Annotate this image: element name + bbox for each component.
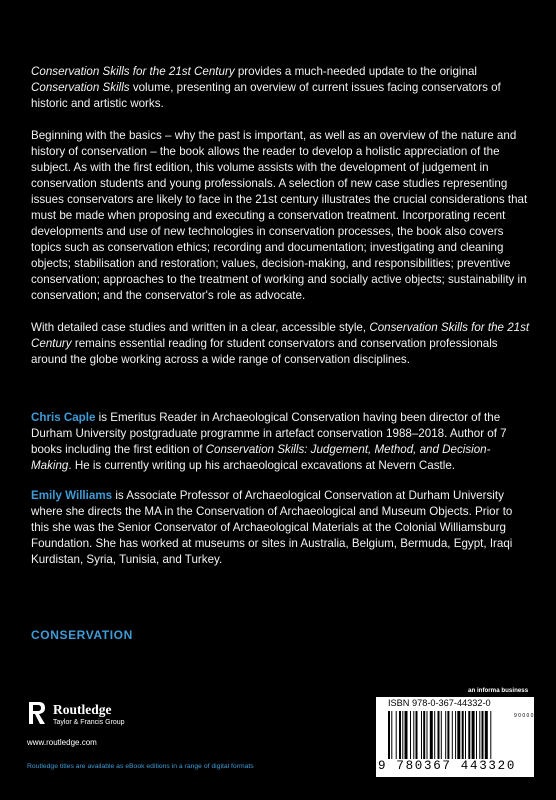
routledge-logo-icon <box>27 700 47 726</box>
publisher-block <box>27 700 177 750</box>
back-cover-text <box>31 64 531 582</box>
barcode-panel <box>376 697 534 777</box>
blurb-paragraph-2: Beginning with the basics – why the past is important, as well as an overview of the nature and history of conservation – the book allows the reader to develop a holistic appreciation of the subject. As with the first edition, this volume assists with the development of judgement in conservation students and young professionals. A selection of new case studies representing issues conservators are likely to face in the 21st century illustrates the crucial considerations that must be made when proposing and executing a conservation treatment. Incorporating recent developments and use of new technologies in conservation processes, the book also covers topics such as conservation ethics; recording and documentation; investigating and cleaning objects; stabilisation and restoration; values, decision-making, and responsibilities; preventive conservation; approaches to the treatment of working and socially active objects; sustainability in conservation; and the conservator's role as advocate. <box>31 129 528 302</box>
publisher-url[interactable]: www.routledge.com <box>27 738 97 747</box>
blurb-paragraph-1: Conservation Skills for the 21st Century provides a much-needed update to the original Conservation Skills volume, presenting an overview of current issues facing conservators of historic and artistic works. <box>31 65 501 110</box>
barcode-icon <box>388 711 522 759</box>
barcode-addon: 9 0 0 0 0 <box>514 713 534 719</box>
author-name: Chris Caple <box>31 411 96 424</box>
ebook-note: Routledge titles are available as eBook editions in a range of digital formats <box>27 763 254 770</box>
author-name: Emily Williams <box>31 489 113 502</box>
subject-category: CONSERVATION <box>31 628 133 642</box>
isbn-text: ISBN 978-0-367-44332-0 <box>388 698 491 708</box>
publisher-group: Taylor & Francis Group <box>53 719 125 726</box>
informa-tagline: an informa business <box>468 687 529 694</box>
author-bio-caple: Chris Caple is Emeritus Reader in Archaeological Conservation having been director of the Durham University postgraduate programme in artefact conservation 1988–2018. Author of 7 books including the first edition of Conservation Skills: Judgement, Method, and Decision-Making. He is currently writing up his archaeological excavations at Nevern Castle. <box>31 411 507 472</box>
publisher-name: Routledge <box>53 702 112 717</box>
ean-number: 9 780367 443320 <box>378 759 517 773</box>
author-bio-williams: Emily Williams is Associate Professor of Archaeological Conservation at Durham University where she directs the MA in the Conservation of Archaeological and Museum Objects. Prior to this she was the Senior Conservator of Archaeological Materials at the Colonial Williamsburg Foundation. She has worked at museums or sites in Australia, Belgium, Bermuda, Egypt, Iraqi Kurdistan, Syria, Tunisia, and Turkey. <box>31 489 513 566</box>
blurb-paragraph-3: With detailed case studies and written in a clear, accessible style, Conservation Skills for the 21st Century remains essential reading for student conservators and conservation professionals around the globe working across a wide range of conservation disciplines. <box>31 321 530 366</box>
book-title: Conservation Skills for the 21st Century <box>31 65 235 78</box>
